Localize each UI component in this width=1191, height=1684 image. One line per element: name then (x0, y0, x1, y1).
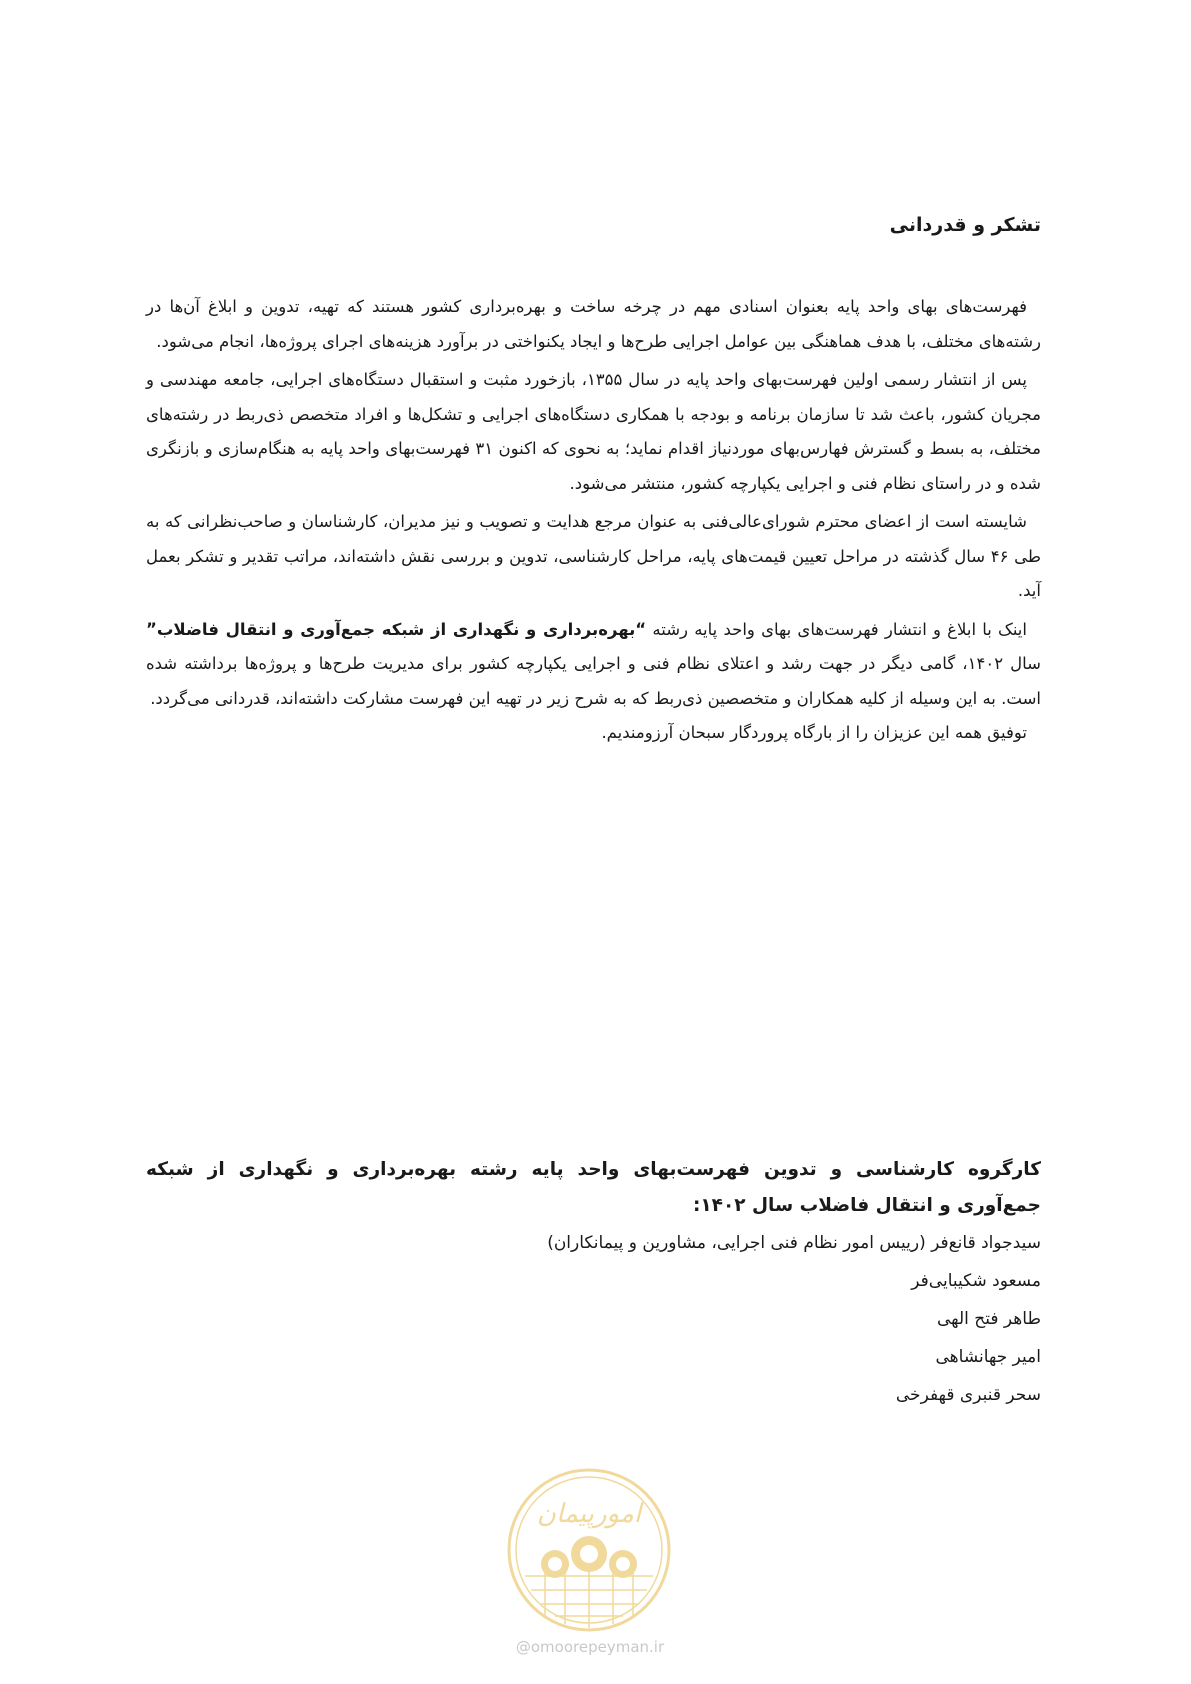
member-item: سیدجواد قانع‌فر (رییس امور نظام فنی اجرایی، مشاورین و پیمانکاران) (547, 1233, 1041, 1253)
watermark-url: @omoorepeyman.ir (515, 1638, 665, 1656)
page-title: تشکر و قدردانی (889, 214, 1041, 236)
acknowledgement-body (146, 290, 1041, 751)
member-item: امیر جهانشاهی (935, 1347, 1041, 1367)
paragraph-5: توفیق همه این عزیزان را از بارگاه پروردگار سبحان آرزومندیم. (601, 723, 1027, 742)
member-item: سحر قنبری قهفرخی (895, 1385, 1041, 1405)
paragraph-4-rest: سال ۱۴۰۲، گامی دیگر در جهت رشد و اعتلای نظام فنی و اجرایی یکپارچه کشور برای مدیریت طرح‌ها و پروژه‌ها برداشته شده است. به این وسیله از کلیه همکاران و متخصصین ذی‌ربط که به شرح زیر در تهیه این فهرست مشارکت داشته‌اند، قدردانی می‌گردد. (146, 654, 1042, 708)
working-group-section (146, 1152, 1041, 1414)
member-item: مسعود شکیبایی‌فر (911, 1271, 1041, 1291)
paragraph-4-field-name: “بهره‌برداری و نگهداری از شبکه جمع‌آوری و انتقال فاضلاب” (146, 619, 647, 639)
paragraph-4-intro: اینک با ابلاغ و انتشار فهرست‌های بهای واحد پایه رشته (646, 619, 1027, 639)
member-item: طاهر فتح الهی (936, 1309, 1041, 1329)
paragraph-3: شایسته است از اعضای محترم شورای‌عالی‌فنی به عنوان مرجع هدایت و تصویب و نیز مدیران، کارشناسان و صاحب‌نظرانی که به طی ۴۶ سال گذشته در مراحل تعیین قیمت‌های پایه، مراحل کارشناسی، تدوین و بررسی نقش داشته‌اند، مراتب تقدیر و تشکر بعمل آید. (146, 512, 1041, 600)
watermark-logo (505, 1466, 673, 1634)
member-list (146, 1224, 1041, 1414)
paragraph-2: پس از انتشار رسمی اولین فهرست‌بهای واحد پایه در سال ۱۳۵۵، بازخورد مثبت و استقبال دستگاه‌های اجرایی، جامعه مهندسی و مجریان کشور، باعث شد تا سازمان برنامه و بودجه با همکاری دستگاه‌های اجرایی و تشکل‌ها و افراد متخصص ذی‌ربط در رشته‌های مختلف، به بسط و گسترش فهارس‌بهای موردنیاز اقدام نماید؛ به نحوی که اکنون ۳۱ فهرست‌بهای واحد پایه به هنگام‌سازی و بازنگری شده و در راستای نظام فنی و اجرایی یکپارچه کشور، منتشر می‌شود. (146, 370, 1042, 493)
working-group-title: کارگروه کارشناسی و تدوین فهرست‌بهای واحد پایه رشته بهره‌برداری و نگهداری از شبکه جمع‌آوری و انتقال فاضلاب سال ۱۴۰۲: (146, 1159, 1041, 1216)
watermark-logo-text: امورپیمان (536, 1499, 642, 1529)
paragraph-1: فهرست‌های بهای واحد پایه بعنوان اسنادی مهم در چرخه ساخت و بهره‌برداری کشور هستند که تهیه، تدوین و ابلاغ آن‌ها در رشته‌های مختلف، با هدف هماهنگی بین عوامل اجرایی طرح‌ها و ایجاد یکنواختی در برآورد هزینه‌های اجرای پروژه‌ها، انجام می‌شود. (146, 297, 1041, 351)
paragraph-4 (146, 613, 1041, 717)
